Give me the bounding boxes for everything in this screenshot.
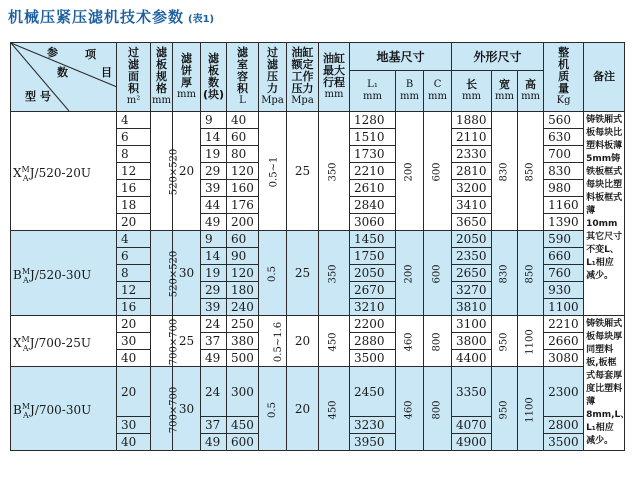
plates-cell: 24 bbox=[201, 367, 227, 417]
c-cell: 600 bbox=[424, 231, 452, 316]
area-cell: 20 bbox=[117, 214, 151, 231]
corner-label-e: 型 号 bbox=[25, 90, 51, 103]
area-cell: 8 bbox=[117, 265, 151, 282]
header-note: 备注 bbox=[584, 43, 625, 112]
mass-cell: 630 bbox=[544, 129, 584, 146]
l1-cell: 1730 bbox=[350, 146, 396, 163]
l1-cell: 3500 bbox=[350, 350, 396, 367]
length-cell: 1880 bbox=[452, 112, 492, 129]
c-cell: 800 bbox=[424, 367, 452, 451]
length-cell: 2810 bbox=[452, 163, 492, 180]
volume-cell: 450 bbox=[227, 417, 259, 434]
mass-cell: 2800 bbox=[544, 417, 584, 434]
title-main: 机械压紧压滤机技术参数 bbox=[8, 8, 185, 26]
area-cell: 16 bbox=[117, 180, 151, 197]
plates-cell: 49 bbox=[201, 434, 227, 451]
l1-cell: 2050 bbox=[350, 265, 396, 282]
cake-cell: 30 bbox=[173, 367, 201, 451]
area-cell: 40 bbox=[117, 350, 151, 367]
plates-cell: 49 bbox=[201, 214, 227, 231]
header-length: 长 mm bbox=[452, 71, 492, 112]
l1-cell: 2450 bbox=[350, 367, 396, 417]
model-cell: $B^M$ A J/520-30U bbox=[11, 231, 117, 316]
length-cell: 2650 bbox=[452, 265, 492, 282]
plates-cell: 19 bbox=[201, 265, 227, 282]
spec-cell: 700×700 bbox=[151, 367, 173, 451]
width-cell: 950 bbox=[492, 367, 518, 451]
cake-cell: 30 bbox=[173, 231, 201, 316]
spec-table bbox=[10, 42, 630, 451]
table-row bbox=[11, 316, 625, 333]
area-cell: 20 bbox=[117, 316, 151, 333]
table-row bbox=[11, 231, 625, 248]
mass-cell: 1390 bbox=[544, 214, 584, 231]
mass-cell: 1100 bbox=[544, 299, 584, 316]
l1-cell: 2880 bbox=[350, 333, 396, 350]
height-cell: 1100 bbox=[518, 316, 544, 367]
stroke-cell: 450 bbox=[319, 316, 350, 367]
pressure-cell: 0.5~1.6 bbox=[259, 316, 287, 367]
width-cell: 830 bbox=[492, 231, 518, 316]
plates-cell: 29 bbox=[201, 163, 227, 180]
l1-cell: 2210 bbox=[350, 163, 396, 180]
mass-cell: 700 bbox=[544, 146, 584, 163]
spec-cell: 520×520 bbox=[151, 112, 173, 231]
stroke-cell: 450 bbox=[319, 367, 350, 451]
c-cell: 600 bbox=[424, 112, 452, 231]
l1-cell: 1450 bbox=[350, 231, 396, 248]
area-cell: 16 bbox=[117, 299, 151, 316]
corner-label-c: 数 bbox=[57, 66, 68, 79]
length-cell: 3800 bbox=[452, 333, 492, 350]
page-title bbox=[8, 6, 214, 30]
plates-cell: 44 bbox=[201, 197, 227, 214]
area-cell: 12 bbox=[117, 282, 151, 299]
stroke-cell: 350 bbox=[319, 231, 350, 316]
plates-cell: 9 bbox=[201, 231, 227, 248]
plates-cell: 29 bbox=[201, 282, 227, 299]
length-cell: 4400 bbox=[452, 350, 492, 367]
length-cell: 2050 bbox=[452, 231, 492, 248]
mass-cell: 2210 bbox=[544, 316, 584, 333]
header-volume: 滤 室 容 积 L bbox=[227, 43, 259, 112]
length-cell: 3200 bbox=[452, 180, 492, 197]
plates-cell: 24 bbox=[201, 316, 227, 333]
width-cell: 830 bbox=[492, 112, 518, 231]
header-height: 高 mm bbox=[518, 71, 544, 112]
cake-cell: 20 bbox=[173, 112, 201, 231]
l1-cell: 3230 bbox=[350, 417, 396, 434]
header-mass: 整 机 质 量 Kg bbox=[544, 43, 584, 112]
length-cell: 3270 bbox=[452, 282, 492, 299]
l1-cell: 3950 bbox=[350, 434, 396, 451]
plates-cell: 19 bbox=[201, 146, 227, 163]
volume-cell: 160 bbox=[227, 180, 259, 197]
area-cell: 30 bbox=[117, 417, 151, 434]
volume-cell: 500 bbox=[227, 350, 259, 367]
plates-cell: 39 bbox=[201, 299, 227, 316]
l1-cell: 2610 bbox=[350, 180, 396, 197]
l1-cell: 3210 bbox=[350, 299, 396, 316]
header-corner bbox=[11, 43, 117, 112]
volume-cell: 180 bbox=[227, 282, 259, 299]
table-row bbox=[11, 367, 625, 417]
header-plates: 滤 板 数 (块) bbox=[201, 43, 227, 112]
length-cell: 4900 bbox=[452, 434, 492, 451]
model-cell: $B^M$ A J/700-30U bbox=[11, 367, 117, 451]
area-cell: 8 bbox=[117, 146, 151, 163]
plates-cell: 9 bbox=[201, 112, 227, 129]
corner-label-b: 项 bbox=[85, 48, 96, 61]
oil-pressure-cell: 20 bbox=[287, 367, 319, 451]
area-cell: 4 bbox=[117, 231, 151, 248]
length-cell: 3810 bbox=[452, 299, 492, 316]
mass-cell: 2300 bbox=[544, 367, 584, 417]
corner-label-d: 目 bbox=[101, 66, 112, 79]
pressure-cell: 0.5~1 bbox=[259, 112, 287, 231]
area-cell: 40 bbox=[117, 434, 151, 451]
pressure-cell: 0.5 bbox=[259, 231, 287, 316]
length-cell: 2330 bbox=[452, 146, 492, 163]
plates-cell: 14 bbox=[201, 129, 227, 146]
header-cake: 滤 饼 厚 mm bbox=[173, 43, 201, 112]
height-cell: 1100 bbox=[518, 367, 544, 451]
table-row bbox=[11, 112, 625, 129]
model-cell: $X^M$ A J/700-25U bbox=[11, 316, 117, 367]
length-cell: 4070 bbox=[452, 417, 492, 434]
volume-cell: 120 bbox=[227, 265, 259, 282]
length-cell: 3410 bbox=[452, 197, 492, 214]
mass-cell: 660 bbox=[544, 248, 584, 265]
oil-pressure-cell: 25 bbox=[287, 112, 319, 231]
length-cell: 3650 bbox=[452, 214, 492, 231]
l1-cell: 2840 bbox=[350, 197, 396, 214]
b-cell: 200 bbox=[396, 112, 424, 231]
plates-cell: 37 bbox=[201, 333, 227, 350]
header-l1: L₁ mm bbox=[350, 71, 396, 112]
volume-cell: 120 bbox=[227, 163, 259, 180]
width-cell: 950 bbox=[492, 316, 518, 367]
area-cell: 12 bbox=[117, 163, 151, 180]
length-cell: 3100 bbox=[452, 316, 492, 333]
volume-cell: 300 bbox=[227, 367, 259, 417]
volume-cell: 176 bbox=[227, 197, 259, 214]
volume-cell: 60 bbox=[227, 129, 259, 146]
header-width: 宽 mm bbox=[492, 71, 518, 112]
mass-cell: 590 bbox=[544, 231, 584, 248]
mass-cell: 830 bbox=[544, 163, 584, 180]
mass-cell: 560 bbox=[544, 112, 584, 129]
volume-cell: 240 bbox=[227, 299, 259, 316]
area-cell: 4 bbox=[117, 112, 151, 129]
spec-cell: 520×520 bbox=[151, 231, 173, 316]
volume-cell: 600 bbox=[227, 434, 259, 451]
corner-label-a: 参 bbox=[47, 46, 58, 59]
length-cell: 2110 bbox=[452, 129, 492, 146]
plates-cell: 49 bbox=[201, 350, 227, 367]
volume-cell: 250 bbox=[227, 316, 259, 333]
l1-cell: 2670 bbox=[350, 282, 396, 299]
area-cell: 6 bbox=[117, 248, 151, 265]
l1-cell: 2200 bbox=[350, 316, 396, 333]
volume-cell: 200 bbox=[227, 214, 259, 231]
b-cell: 460 bbox=[396, 316, 424, 367]
note-cell: 铸铁厢式板每块厚同塑料板,板框式每套厚度比塑料薄8mm,L、L₁相应减少。 bbox=[584, 316, 625, 451]
volume-cell: 40 bbox=[227, 112, 259, 129]
header-oil-pressure: 油缸 额定 工作 压力 Mpa bbox=[287, 43, 319, 112]
header-c: C mm bbox=[424, 71, 452, 112]
plates-cell: 14 bbox=[201, 248, 227, 265]
header-outline: 外形尺寸 bbox=[452, 43, 544, 71]
volume-cell: 90 bbox=[227, 248, 259, 265]
header-b: B mm bbox=[396, 71, 424, 112]
volume-cell: 80 bbox=[227, 146, 259, 163]
header-pressure: 过 滤 压 力 Mpa bbox=[259, 43, 287, 112]
mass-cell: 980 bbox=[544, 180, 584, 197]
height-cell: 850 bbox=[518, 231, 544, 316]
length-cell: 2350 bbox=[452, 248, 492, 265]
volume-cell: 380 bbox=[227, 333, 259, 350]
header-spec: 滤 板 规 格 mm bbox=[151, 43, 173, 112]
plates-cell: 39 bbox=[201, 180, 227, 197]
mass-cell: 1160 bbox=[544, 197, 584, 214]
stroke-cell: 350 bbox=[319, 112, 350, 231]
l1-cell: 3060 bbox=[350, 214, 396, 231]
l1-cell: 1280 bbox=[350, 112, 396, 129]
b-cell: 460 bbox=[396, 367, 424, 451]
table-body bbox=[11, 112, 630, 451]
c-cell: 800 bbox=[424, 316, 452, 367]
mass-cell: 3500 bbox=[544, 434, 584, 451]
area-cell: 18 bbox=[117, 197, 151, 214]
mass-cell: 930 bbox=[544, 282, 584, 299]
volume-cell: 60 bbox=[227, 231, 259, 248]
pressure-cell: 0.5 bbox=[259, 367, 287, 451]
b-cell: 200 bbox=[396, 231, 424, 316]
cake-cell: 25 bbox=[173, 316, 201, 367]
oil-pressure-cell: 20 bbox=[287, 316, 319, 367]
oil-pressure-cell: 25 bbox=[287, 231, 319, 316]
area-cell: 30 bbox=[117, 333, 151, 350]
header-stroke: 油缸 最大 行程 mm bbox=[319, 43, 350, 112]
mass-cell: 3080 bbox=[544, 350, 584, 367]
area-cell: 20 bbox=[117, 367, 151, 417]
model-cell: $X^M$ A J/520-20U bbox=[11, 112, 117, 231]
mass-cell: 760 bbox=[544, 265, 584, 282]
title-sub: (表1) bbox=[188, 14, 215, 25]
length-cell: 3350 bbox=[452, 367, 492, 417]
l1-cell: 1510 bbox=[350, 129, 396, 146]
l1-cell: 1750 bbox=[350, 248, 396, 265]
note-cell: 铸铁厢式板每块比塑料板薄5mm铸铁板框式每块比塑料板框式薄10mm其它尺寸不变L、L₁相应减少。 bbox=[584, 112, 625, 316]
area-cell: 6 bbox=[117, 129, 151, 146]
header-area: 过 滤 面 积 m² bbox=[117, 43, 151, 112]
plates-cell: 37 bbox=[201, 417, 227, 434]
height-cell: 850 bbox=[518, 112, 544, 231]
table-header bbox=[11, 43, 625, 112]
spec-cell: 700×700 bbox=[151, 316, 173, 367]
mass-cell: 2660 bbox=[544, 333, 584, 350]
header-foundation: 地基尺寸 bbox=[350, 43, 452, 71]
